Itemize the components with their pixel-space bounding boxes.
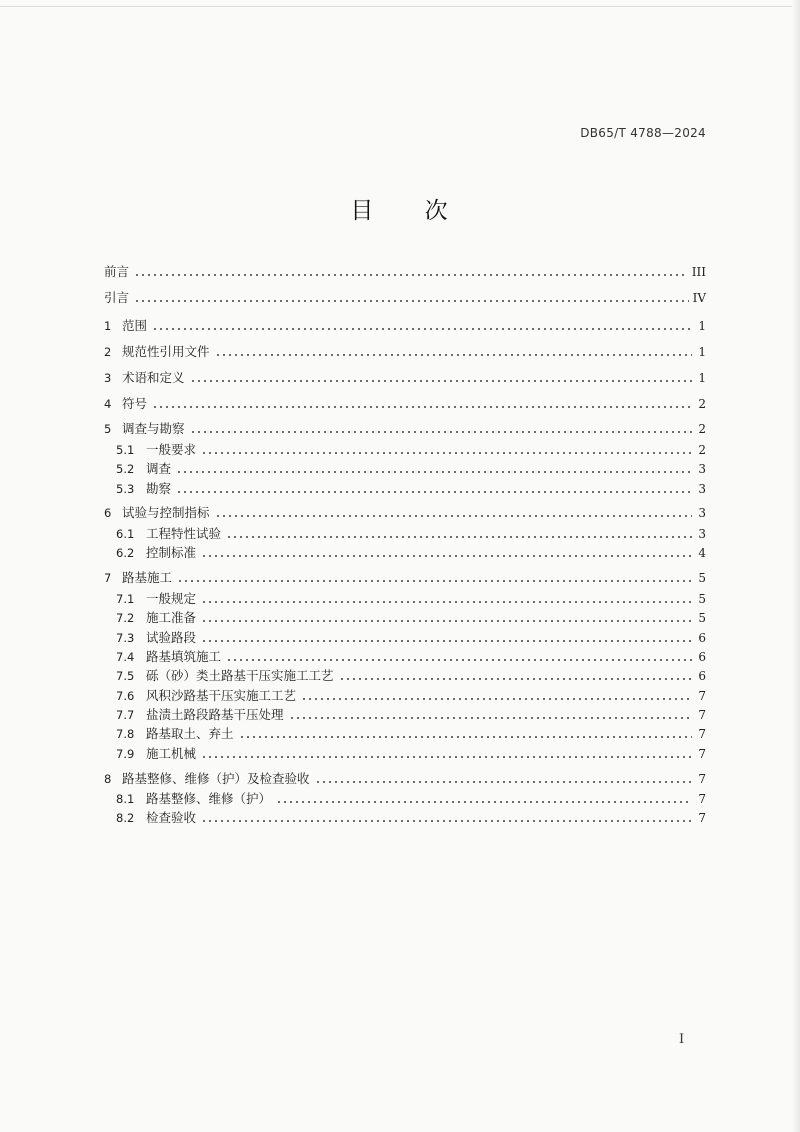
toc-entry-title: 调查与勘察 [122,421,185,436]
toc-entry-page: 1 [698,345,706,359]
toc-entry-title: 试验路段 [146,630,197,645]
toc-entry-page: 3 [698,506,706,520]
right-edge-shadow [792,0,800,1132]
toc-leader-dots [201,620,692,622]
toc-entry[interactable] [104,441,706,459]
toc-leader-dots [276,801,692,803]
toc-entry-page: 5 [698,571,706,585]
toc-entry-page: 6 [698,650,706,664]
toc-entry-title: 风积沙路基干压实施工工艺 [146,688,297,703]
toc-entry-number: 7.5 [116,669,135,683]
toc-entry-title: 路基取土、弃土 [146,726,234,741]
toc-entry-page: 3 [698,482,706,496]
toc-entry-number: 8.2 [116,811,135,825]
toc-entry-page: IV [692,291,706,305]
toc-entry-number: 8 [104,772,112,786]
toc-entry-number: 5.1 [116,443,135,457]
toc-entry-page: 4 [698,546,706,560]
toc-entry-title: 范围 [122,318,148,333]
toc-entry-page: 2 [698,397,706,411]
toc-leader-dots [226,536,692,538]
toc-leader-dots [201,601,692,603]
toc-entry-number: 5.2 [116,462,135,476]
toc-leader-dots [176,471,692,473]
toc-entry[interactable] [104,725,706,743]
top-edge [0,0,800,7]
toc-entry[interactable] [104,395,706,413]
toc-entry[interactable] [104,420,706,438]
toc-entry[interactable] [104,706,706,724]
toc-entry-title: 一般规定 [146,591,197,606]
toc-entry-number: 5 [104,422,112,436]
title-char-2: 次 [424,198,450,224]
toc-entry-title: 路基整修、维修（护） [146,791,272,806]
toc-entry-title: 盐渍土路段路基干压处理 [146,707,284,722]
toc-entry-title: 规范性引用文件 [122,344,210,359]
toc-entry-page: 2 [698,443,706,457]
toc-entry-number: 8.1 [116,792,135,806]
toc-entry-page: 7 [698,772,706,786]
toc-entry[interactable] [104,263,706,281]
toc-leader-dots [190,431,692,433]
toc-entry-title: 路基施工 [122,570,173,585]
toc-leader-dots [226,659,692,661]
toc-entry-page: 3 [698,527,706,541]
toc-entry[interactable] [104,590,706,608]
title-char-1: 目 [350,198,376,224]
toc-leader-dots [315,781,692,783]
toc-entry-title: 前言 [104,264,130,279]
toc-entry-number: 7.6 [116,689,135,703]
toc-leader-dots [177,580,692,582]
toc-entry[interactable] [104,317,706,335]
toc-entry-title: 施工准备 [146,610,197,625]
toc-entry[interactable] [104,790,706,808]
toc-entry-page: 6 [698,631,706,645]
toc-leader-dots [152,406,692,408]
toc-leader-dots [215,515,692,517]
toc-entry[interactable] [104,480,706,498]
toc-leader-dots [190,380,692,382]
toc-entry-number: 2 [104,345,112,359]
toc-leader-dots [201,640,692,642]
toc-entry-page: 3 [698,462,706,476]
toc-entry-page: 7 [698,792,706,806]
toc-leader-dots [289,717,692,719]
toc-entry[interactable] [104,687,706,705]
toc-entry-page: 5 [698,611,706,625]
toc-entry-number: 7.3 [116,631,135,645]
toc-entry-page: III [691,265,706,279]
toc-entry-number: 7.2 [116,611,135,625]
toc-entry-title: 施工机械 [146,746,197,761]
toc-entry-number: 6.1 [116,527,135,541]
toc-leader-dots [134,300,689,302]
toc-entry-number: 7.8 [116,727,135,741]
toc-entry-number: 6 [104,506,112,520]
toc-leader-dots [339,678,692,680]
toc-entry-title: 砾（砂）类土路基干压实施工工艺 [146,668,334,683]
toc-leader-dots [201,756,692,758]
toc-entry-page: 2 [698,422,706,436]
toc-entry-title: 控制标准 [146,545,197,560]
toc-entry-page: 1 [698,371,706,385]
toc-entry[interactable] [104,369,706,387]
toc-entry-title: 勘察 [146,481,172,496]
toc-entry[interactable] [104,609,706,627]
toc-entry[interactable] [104,544,706,562]
toc-entry-page: 7 [698,708,706,722]
toc-entry[interactable] [104,770,706,788]
toc-leader-dots [201,820,692,822]
toc-entry-number: 4 [104,397,112,411]
toc-entry[interactable] [104,569,706,587]
toc-entry-number: 1 [104,319,112,333]
toc-entry-number: 7 [104,571,112,585]
toc-leader-dots [134,274,688,276]
toc-entry[interactable] [104,667,706,685]
toc-leader-dots [176,491,692,493]
toc-entry-title: 一般要求 [146,442,197,457]
toc-leader-dots [301,698,692,700]
toc-entry-title: 工程特性试验 [146,526,222,541]
toc-entry[interactable] [104,745,706,763]
toc-entry-number: 7.1 [116,592,135,606]
toc-entry-page: 5 [698,592,706,606]
toc-leader-dots [201,452,692,454]
toc-entry-title: 引言 [104,290,130,305]
toc-entry-title: 试验与控制指标 [122,505,210,520]
toc-entry-title: 符号 [122,396,148,411]
toc-entry[interactable] [104,343,706,361]
toc-leader-dots [152,328,692,330]
toc-entry[interactable] [104,629,706,647]
toc-entry[interactable] [104,289,706,307]
toc-entry-number: 3 [104,371,112,385]
toc-entry-number: 7.9 [116,747,135,761]
document-code: DB65/T 4788—2024 [580,126,706,140]
toc-entry[interactable] [104,525,706,543]
toc-leader-dots [215,354,692,356]
toc-entry-title: 术语和定义 [122,370,185,385]
footer-page-number: I [679,1032,685,1047]
toc-entry-number: 7.7 [116,708,135,722]
toc-entry-title: 路基填筑施工 [146,649,222,664]
toc-entry-page: 7 [698,811,706,825]
toc-entry[interactable] [104,504,706,522]
toc-entry-number: 5.3 [116,482,135,496]
toc-entry-number: 7.4 [116,650,135,664]
toc-leader-dots [201,555,692,557]
toc-entry-page: 1 [698,319,706,333]
toc-entry-title: 路基整修、维修（护）及检查验收 [122,771,310,786]
toc-entry[interactable] [104,648,706,666]
toc-entry[interactable] [104,460,706,478]
toc-entry[interactable] [104,809,706,827]
toc-entry-title: 检查验收 [146,810,197,825]
toc-leader-dots [239,736,692,738]
toc-entry-page: 6 [698,669,706,683]
toc-entry-number: 6.2 [116,546,135,560]
page-title [0,192,800,225]
toc-entry-page: 7 [698,727,706,741]
toc-entry-page: 7 [698,689,706,703]
toc-entry-page: 7 [698,747,706,761]
toc-entry-title: 调查 [146,461,172,476]
